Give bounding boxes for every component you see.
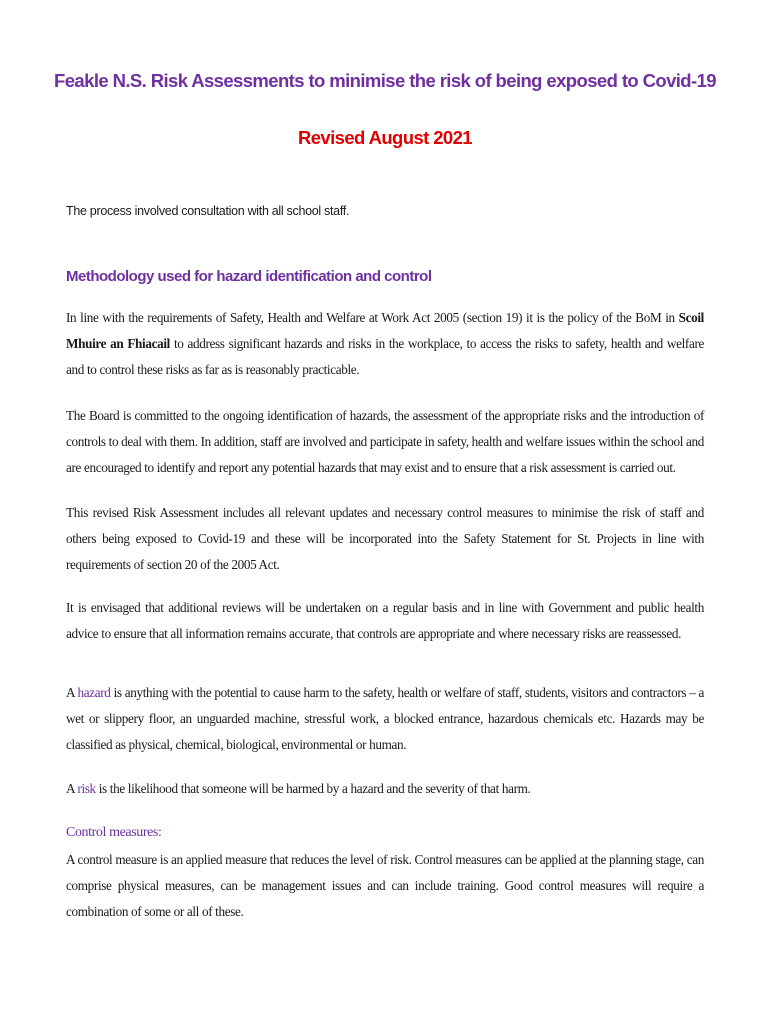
paragraph-policy-text-end: to address significant hazards and risks in the workplace, to access the risks to safety, health and welfare and to control these risks as far as is reasonably practicable. [66,336,704,377]
risk-definition: is the likelihood that someone will be harmed by a hazard and the severity of that harm. [95,781,531,796]
paragraph-hazard [66,680,704,758]
paragraph-control-measures: A control measure is an applied measure that reduces the level of risk. Control measures can be applied at the planning stage, can comprise physical measures, can be management issues and can include training. Good control measures will require a combination of some or all of these. [66,852,704,919]
hazard-term: hazard [77,685,111,700]
paragraph-risk [66,776,704,802]
paragraph-policy-text: In line with the requirements of Safety, Health and Welfare at Work Act 2005 (section 19) it is the policy of the BoM in [66,310,679,325]
hazard-prefix: A [66,685,78,700]
school-name: Scoil Mhuire an Fhiacail [66,310,704,351]
document-subtitle: Revised August 2021 [297,127,473,148]
paragraph-reviews: It is envisaged that additional reviews will be undertaken on a regular basis and in line with Government and public health advice to ensure that all information remains accurate, that controls are appropriate and where necessary risks are reassessed. [66,600,704,641]
risk-prefix: A [66,781,78,796]
section-heading: Methodology used for hazard identification and control [66,268,432,285]
paragraph-board: The Board is committed to the ongoing identification of hazards, the assessment of the appropriate risks and the introduction of controls to deal with them. In addition, staff are involved and participate in safety, health and welfare issues within the school and are encouraged to identify and report any potential hazards that may exist and to ensure that a risk assessment is carried out. [66,408,704,475]
hazard-definition: is anything with the potential to cause harm to the safety, health or welfare of staff, students, visitors and contractors – a wet or slippery floor, an unguarded machine, stressful work, a blocked entrance, hazardous chemicals etc. Hazards may be classified as physical, chemical, biological, environmental or human. [66,685,704,752]
risk-term: risk [77,781,96,796]
document-title: Feakle N.S. Risk Assessments to minimise the risk of being exposed to Covid-19 [54,70,716,91]
control-measures-heading: Control measures: [66,825,162,840]
intro-text: The process involved consultation with all school staff. [66,204,350,218]
paragraph-policy [66,305,704,383]
paragraph-revised: This revised Risk Assessment includes all relevant updates and necessary control measures to minimise the risk of staff and others being exposed to Covid-19 and these will be incorporated into the Safety Statement for St. Projects in line with requirements of section 20 of the 2005 Act. [66,505,704,572]
